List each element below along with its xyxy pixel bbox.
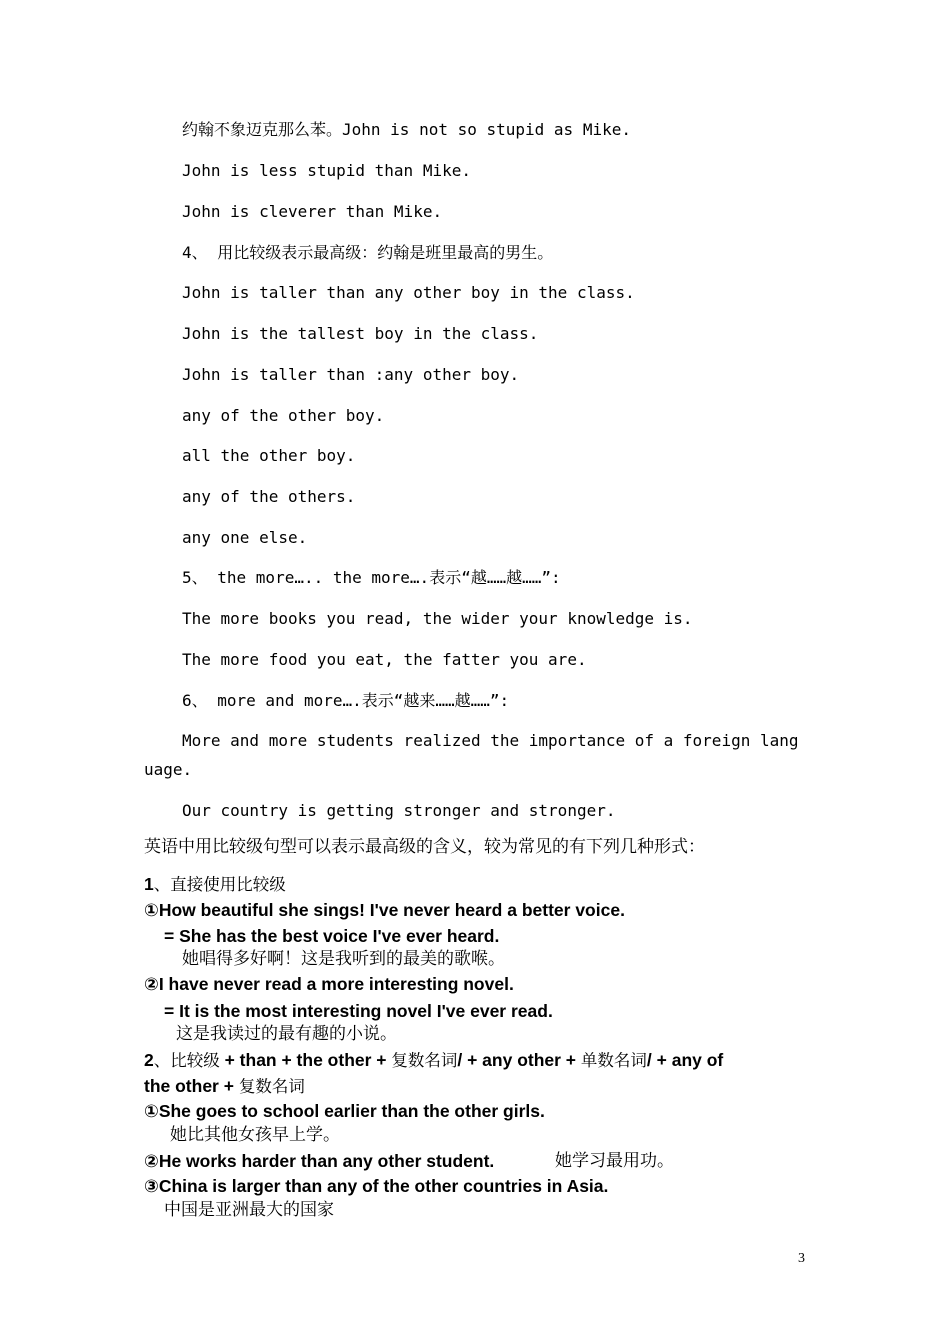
text-line: Our country is getting stronger and stronger. [182,801,616,820]
example-translation: 这是我读过的最有趣的小说。 [176,1024,397,1044]
text-line: John is taller than any other boy in the class. [182,283,635,302]
text-line: any one else. [182,528,308,547]
example-equivalent: = She has the best voice I've ever heard. [164,926,500,946]
section-2-part: 复数名词 [238,1077,305,1096]
example-equivalent: = It is the most interesting novel I've ever read. [164,1001,553,1021]
page-number: 3 [798,1251,805,1266]
section-heading-4: 4、 用比较级表示最高级：约翰是班里最高的男生。 [182,243,554,262]
text-line: John is less stupid than Mike. [182,161,471,180]
section-2-part: / + any other + [457,1050,581,1070]
example-translation: 她唱得多好啊！这是我听到的最美的歌喉。 [182,949,505,969]
example-sentence: ②He works harder than any other student. [144,1151,495,1171]
text-line: The more books you read, the wider your knowledge is. [182,609,693,628]
text-line: all the other boy. [182,446,356,465]
example-sentence: ①She goes to school earlier than the other girls. [144,1101,545,1121]
text-line: John is the tallest boy in the class. [182,324,539,343]
section-2-part: / + any of [646,1050,724,1070]
text-line: John is taller than :any other boy. [182,365,520,384]
text-line: any of the other boy. [182,406,385,425]
section-2-heading [144,1049,723,1072]
section-heading-5: 5、 the more….. the more….表示“越……越……”: [182,568,561,587]
section-1-heading [144,873,286,896]
section-1-title: 、直接使用比较级 [153,875,286,894]
text-line: 约翰不象迈克那么苯。John is not so stupid as Mike. [182,120,631,139]
section-2-number: 2 [144,1050,154,1070]
text-line: The more food you eat, the fatter you are. [182,650,587,669]
section-1-number: 1 [144,874,154,894]
section-2-part: 复数名词 [391,1051,458,1070]
example-sentence: ③China is larger than any of the other countries in Asia. [144,1176,609,1196]
section-2-part: 、比较级 [153,1051,220,1070]
example-translation: 她学习最用功。 [555,1151,674,1171]
section-2-part: the other + [144,1076,239,1096]
section-2-heading-cont [144,1075,305,1098]
text-line: uage. [144,760,193,779]
example-translation: 她比其他女孩早上学。 [170,1125,340,1145]
intro-paragraph: 英语中用比较级句型可以表示最高级的含义，较为常见的有下列几种形式： [144,837,705,857]
example-sentence: ②I have never read a more interesting novel. [144,974,514,994]
text-line: More and more students realized the importance of a foreign lang [182,731,799,750]
example-translation: 中国是亚洲最大的国家 [164,1200,334,1220]
text-line: any of the others. [182,487,356,506]
section-2-part: 单数名词 [580,1051,647,1070]
text-line: John is cleverer than Mike. [182,202,443,221]
section-heading-6: 6、 more and more….表示“越来……越……”: [182,691,510,710]
section-2-part: + than + the other + [219,1050,392,1070]
example-sentence: ①How beautiful she sings! I've never heard a better voice. [144,900,625,920]
